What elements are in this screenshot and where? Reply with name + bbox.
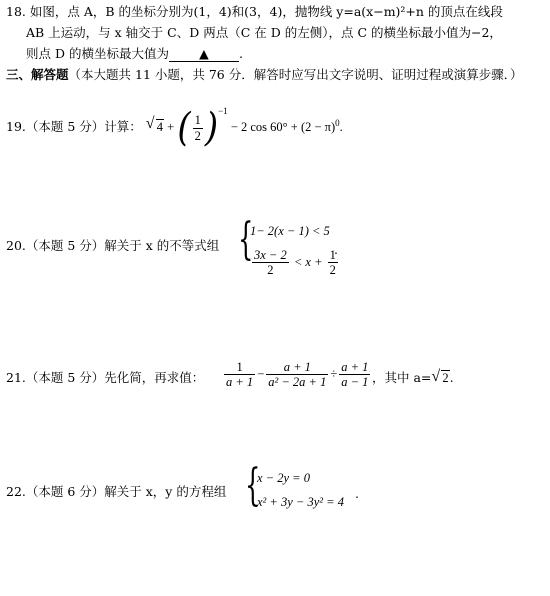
q19-prefix: 19.（本题 5 分）计算： (6, 119, 142, 135)
q19-exp2: 0 (335, 118, 340, 128)
triangle-mark: ▲ (199, 46, 209, 61)
q20-frac2: $\frac{1}{2}$ (329, 248, 336, 278)
q19-exp: −1 (218, 106, 228, 116)
q18-line1: 18. 如图，点 A，B 的坐标分别为(1，4)和(3，4)，抛物线 y=a(x−m)²+n 的顶点在线段 (6, 4, 503, 19)
q21-sqrt: √ 2 (431, 368, 449, 385)
q21-minus: − (257, 366, 265, 381)
q19-sqrt: √ 4 (145, 115, 164, 135)
q19-paren: (2 − π) (300, 120, 336, 135)
q19-mid: − 2 cos 60° + (227, 120, 301, 135)
answer-blank (169, 48, 239, 62)
q18-line3 (26, 48, 243, 62)
q21-frac1: $\frac{1}{a + 1}$ (226, 360, 254, 390)
q22-row1: x − 2y = 0 (257, 471, 310, 485)
q19-end: . (339, 120, 343, 135)
section-3-desc: （本大题共 11 小题，共 76 分．解答时应写出文字说明、证明过程或演算步骤．） (68, 67, 523, 82)
q18-line3-text: 则点 D 的横坐标最大值为 (26, 46, 169, 61)
q19-fraction: $\frac{1}{2}$ (194, 113, 201, 143)
q18-line2: AB 上运动，与 x 轴交于 C、D 两点（C 在 D 的左侧），点 C 的横坐标最小值为−2， (26, 25, 502, 40)
q19-plus: + (164, 120, 178, 135)
section-3-heading (6, 69, 522, 82)
q21-end: . (449, 370, 454, 385)
q19: 19.（本题 5 分）计算： √ 4 + ( $\frac{1}{2}$ )$^{-1}$ − 2 $\cos 60^\circ + (2 - \pi)^0$. (6, 105, 343, 152)
q20-frac1: $\frac{3x - 2}{2}$ (254, 248, 287, 278)
q21-divide: ÷ (330, 366, 338, 381)
q21-frac2: $\frac{a + 1}{\text{a² − 2a + 1}}$ (268, 360, 327, 390)
q21-tail (372, 368, 454, 385)
q20-prefix: 20.（本题 5 分）解关于 x 的不等式组 (6, 238, 220, 253)
q21-expr (222, 360, 372, 390)
q20-end: . (334, 242, 338, 257)
q21-frac3: $\frac{a + 1}{a - 1}$ (341, 360, 369, 390)
q22-prefix: 22.（本题 6 分）解关于 x，y 的方程组 (6, 484, 227, 499)
q21-prefix: 21.（本题 5 分）先化简，再求值： (6, 370, 205, 385)
q20-mid: < x + (290, 254, 326, 269)
q20-row2 (250, 248, 340, 278)
section-3-label: 三、解答题 (6, 67, 69, 82)
q20-row1: 1− 2(x − 1) < 5 (250, 224, 330, 238)
q18-period: . (238, 46, 243, 61)
q22-end: . (355, 486, 359, 501)
q22-row2: x² + 3y − 3y² = 4 (257, 495, 344, 509)
q21-tail-text: ，其中 a= (372, 370, 432, 385)
